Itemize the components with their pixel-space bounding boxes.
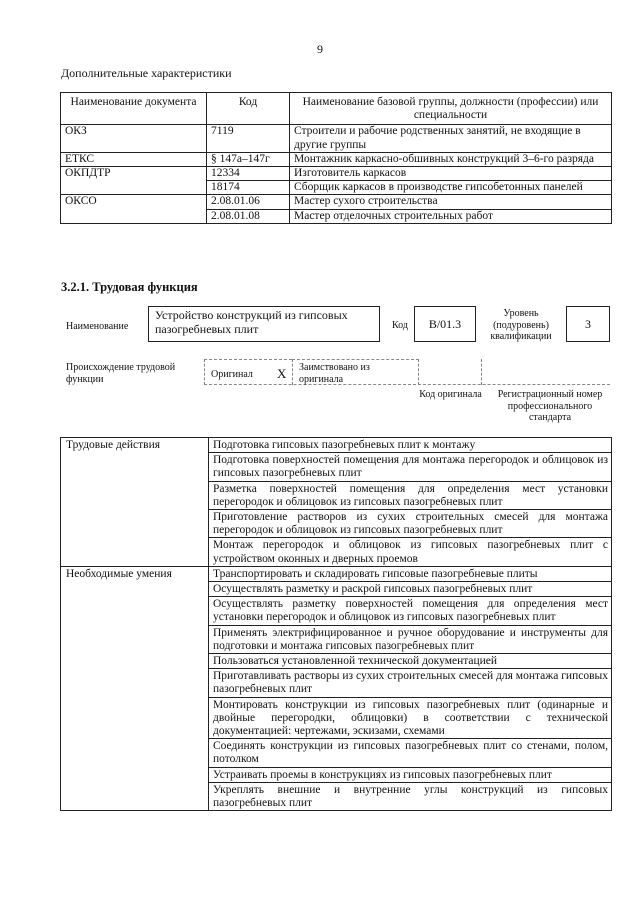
table-row <box>61 125 612 152</box>
list-item: Соединять конструкции из гипсовых пазогребневых плит со стенами, полом, потолком <box>209 739 612 767</box>
name-cell: Мастер отделочных строительных работ <box>290 209 612 223</box>
code-cell: 2.08.01.06 <box>207 195 290 209</box>
origin-code-cell <box>419 359 482 385</box>
table-row <box>61 167 612 181</box>
code-cell: 2.08.01.08 <box>207 209 290 223</box>
original-label: Оригинал <box>211 369 253 380</box>
name-cell: Строители и рабочие родственных занятий, не входящие в другие группы <box>290 125 612 152</box>
borrowed-label: Заимствовано из оригинала <box>299 362 370 385</box>
name-cell: Изготовитель каркасов <box>290 167 612 181</box>
list-item: Разметка поверхностей помещения для определения мест установки перегородок и облицовок из гипсовых пазогребневых плит <box>209 481 612 509</box>
table-header-row <box>61 93 612 125</box>
list-item: Укреплять внешние и внутренние углы конструкций из гипсовых пазогребневых плит <box>209 782 612 810</box>
function-name-box: Устройство конструкций из гипсовых пазогребневых плит <box>148 306 380 342</box>
code-cell: 7119 <box>207 125 290 152</box>
list-item: Монтировать конструкции из гипсовых пазогребневых плит (одинарные и двойные перегородки, облицовки) в соответствии с технической документацией: чертежами, эскизами, схемами <box>209 697 612 739</box>
list-item: Подготовка поверхностей помещения для монтажа перегородок и облицовок из гипсовых пазогребневых плит <box>209 453 612 481</box>
header-name: Наименование базовой группы, должности (профессии) или специальности <box>290 93 612 125</box>
code-label: Код <box>392 320 408 331</box>
original-mark: X <box>277 366 287 381</box>
function-code-box: B/01.3 <box>414 306 476 342</box>
list-item: Осуществлять разметку поверхностей помещения для определения мест установки перегородок и облицовок из гипсовых пазогребневых плит <box>209 597 612 625</box>
list-item: Транспортировать и складировать гипсовые пазогребневые плиты <box>209 566 612 581</box>
name-cell: Монтажник каркасно-обшивных конструкций 3–6-го разряда <box>290 152 612 166</box>
level-label: Уровень (подуровень) квалификации <box>490 308 552 342</box>
list-item: Применять электрифицированное и ручное оборудование и инструменты для подготовки и монтажа гипсовых пазогребневых плит <box>209 625 612 653</box>
list-item: Устраивать проемы в конструкциях из гипсовых пазогребневых плит <box>209 767 612 782</box>
table-row <box>61 152 612 166</box>
name-cell: Мастер сухого строительства <box>290 195 612 209</box>
table-row <box>61 438 612 453</box>
original-cell <box>204 359 292 385</box>
page-number: 9 <box>317 42 323 56</box>
list-item: Пользоваться установленной технической документацией <box>209 654 612 669</box>
doc-cell: ЕТКС <box>61 152 207 166</box>
function-title: 3.2.1. Трудовая функция <box>61 280 198 294</box>
list-item: Монтаж перегородок и облицовок из гипсовых пазогребневых плит с устройством оконных и дверных проемов <box>209 538 612 566</box>
section-label-actions: Трудовые действия <box>61 438 209 567</box>
header-document: Наименование документа <box>61 93 207 125</box>
code-cell: 18174 <box>207 181 290 195</box>
characteristics-table <box>60 92 612 224</box>
origin-row <box>204 359 610 385</box>
borrowed-cell <box>292 359 419 385</box>
table-row <box>61 195 612 209</box>
origin-label: Происхождение трудовой функции <box>66 362 176 385</box>
code-cell: § 147а–147г <box>207 152 290 166</box>
list-item: Осуществлять разметку и раскрой гипсовых пазогребневых плит <box>209 582 612 597</box>
list-item: Подготовка гипсовых пазогребневых плит к монтажу <box>209 438 612 453</box>
level-value-box: 3 <box>566 306 610 342</box>
doc-cell: ОКСО <box>61 195 207 223</box>
section-label-skills: Необходимые умения <box>61 566 209 810</box>
registration-caption: Регистрационный номер профессионального стандарта <box>497 389 603 423</box>
name-cell: Сборщик каркасов в производстве гипсобетонных панелей <box>290 181 612 195</box>
header-code: Код <box>207 93 290 125</box>
actions-table <box>60 437 612 811</box>
list-item: Приготовление растворов из сухих строительных смесей для монтажа перегородок и облицовок из гипсовых пазогребневых плит <box>209 510 612 538</box>
name-label: Наименование <box>66 321 129 332</box>
section-title: Дополнительные характеристики <box>61 66 232 80</box>
code-caption: Код оригинала <box>419 389 482 400</box>
table-row <box>61 566 612 581</box>
code-cell: 12334 <box>207 167 290 181</box>
list-item: Приготавливать растворы из сухих строительных смесей для монтажа гипсовых пазогребневых плит <box>209 669 612 697</box>
doc-cell: ОКЗ <box>61 125 207 152</box>
doc-cell: ОКПДТР <box>61 167 207 195</box>
